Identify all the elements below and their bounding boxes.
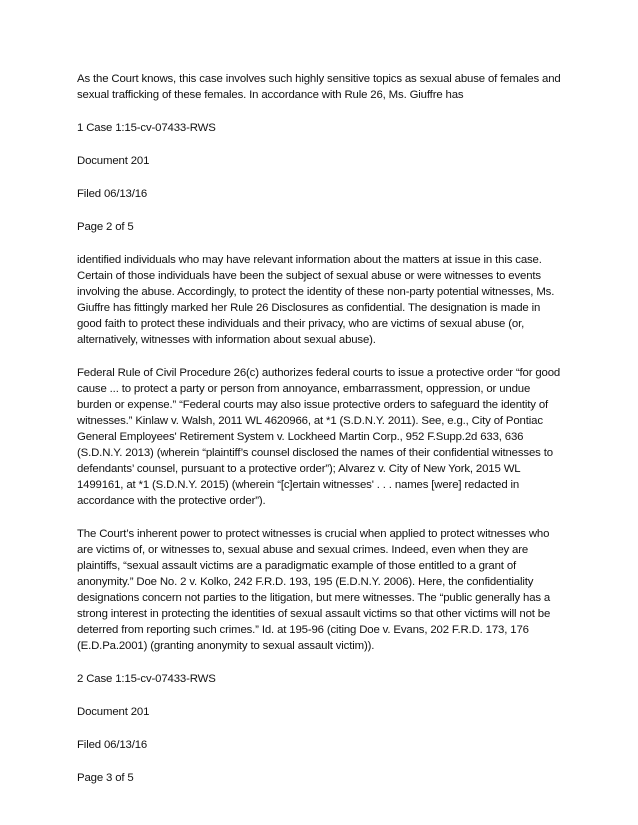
- paragraph-intro: As the Court knows, this case involves such highly sensitive topics as sexual abuse of females and sexual trafficking of these females. In accordance with Rule 26, Ms. Giuffre has: [77, 73, 561, 101]
- case-number-1: 1 Case 1:15-cv-07433-RWS: [77, 122, 216, 134]
- paragraph-rule-26c: Federal Rule of Civil Procedure 26(c) authorizes federal courts to issue a protective order “for good cause ... to protect a party or person from annoyance, embarrassment, oppression, or undue burden or expense.” “Federal courts may also issue protective orders to safeguard the identity of witnesses.” Kinlaw v. Walsh, 2011 WL 4620966, at *1 (S.D.N.Y. 2011). See, e.g., City of Pontiac General Employees' Retirement System v. Lockheed Martin Corp., 952 F.Supp.2d 633, 636 (S.D.N.Y. 2013) (wherein “plaintiff’s counsel disclosed the names of their confidential witnesses to defendants’ counsel, pursuant to a protective order”); Alvarez v. City of New York, 2015 WL 1499161, at *1 (S.D.N.Y. 2015) (wherein “[c]ertain witnesses' . . . names [were] redacted in accordance with the protective order”).: [77, 367, 561, 507]
- document-number-2: Document 201: [77, 706, 150, 718]
- document-page: [77, 71, 567, 803]
- page-number-1: Page 2 of 5: [77, 221, 134, 233]
- filed-date-1: Filed 06/13/16: [77, 188, 148, 200]
- case-number-2: 2 Case 1:15-cv-07433-RWS: [77, 673, 216, 685]
- paragraph-identified: identified individuals who may have relevant information about the matters at issue in this case. Certain of those individuals have been the subject of sexual abuse or were witnesses to events involving the abuse. Accordingly, to protect the identity of these non-party potential witnesses, Ms. Giuffre has fittingly marked her Rule 26 Disclosures as confidential. The designation is made in good faith to protect these individuals and their privacy, who are victims of sexual abuse (or, alternatively, witnesses with information about sexual abuse).: [77, 254, 555, 346]
- filed-date-2: Filed 06/13/16: [77, 739, 148, 751]
- paragraph-inherent-power: The Court’s inherent power to protect witnesses is crucial when applied to protect witnesses who are victims of, or witnesses to, sexual abuse and sexual crimes. Indeed, even when they are plaintiffs, “sexual assault victims are a paradigmatic example of those entitled to a grant of anonymity.” Doe No. 2 v. Kolko, 242 F.R.D. 193, 195 (E.D.N.Y. 2006). Here, the confidentiality designations concern not parties to the litigation, but mere witnesses. The “public generally has a strong interest in protecting the identities of sexual assault victims so that other victims will not be deterred from reporting such crimes.” Id. at 195-96 (citing Doe v. Evans, 202 F.R.D. 173, 176 (E.D.Pa.2001) (granting anonymity to sexual assault victim)).: [77, 528, 551, 652]
- document-number-1: Document 201: [77, 155, 150, 167]
- page-number-2: Page 3 of 5: [77, 772, 134, 784]
